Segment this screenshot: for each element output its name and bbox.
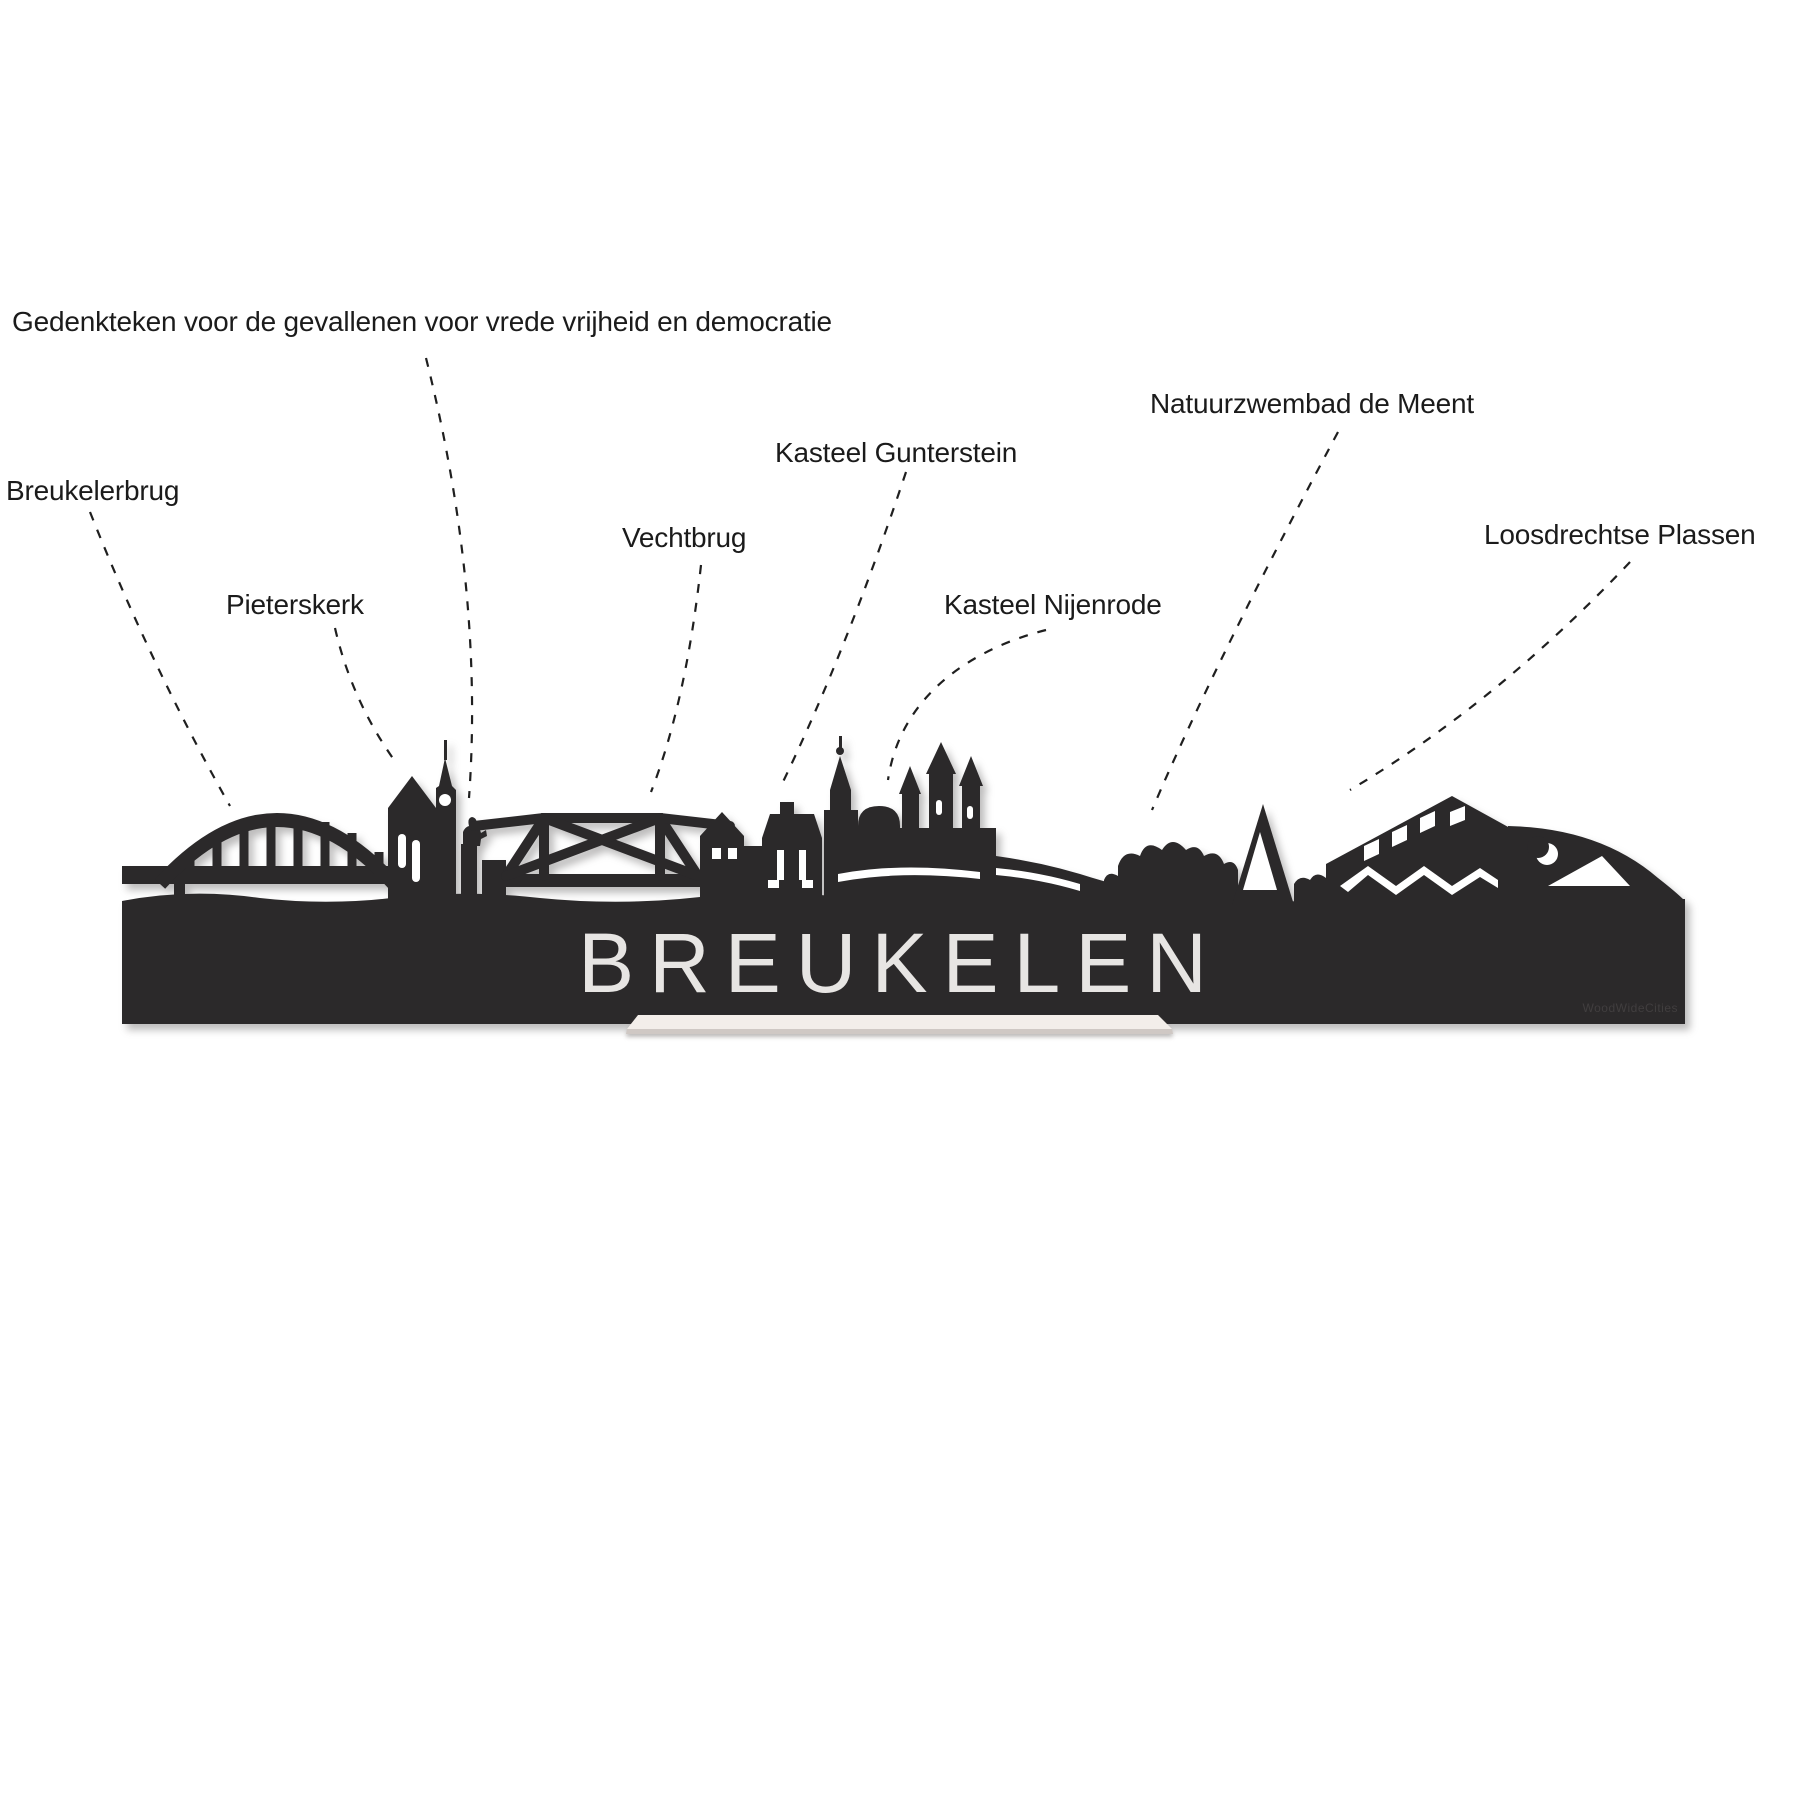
city-name-cutout: BREUKELEN — [578, 916, 1222, 1010]
castle-left-cone — [899, 766, 921, 794]
trees — [1104, 842, 1238, 905]
label-natuurzwembad: Natuurzwembad de Meent — [1150, 388, 1474, 419]
watertower-building — [762, 802, 822, 905]
arc-hook — [1527, 836, 1549, 858]
callout-line-vechtbrug — [651, 565, 701, 792]
clock-cutout — [439, 794, 451, 806]
callout-line-gunterstein — [781, 472, 906, 786]
callout-line-natuurzwembad — [1152, 432, 1338, 810]
label-loosdrechtse-plassen: Loosdrechtse Plassen — [1484, 519, 1756, 550]
watermark-text: WoodWideCities — [1582, 1001, 1678, 1015]
bridge-pier — [174, 884, 185, 900]
spire-needle — [839, 736, 842, 752]
castle-main-cone — [926, 742, 956, 774]
label-breukelerbrug: Breukelerbrug — [6, 475, 180, 506]
callout-line-breukelerbrug — [90, 512, 230, 806]
church-spike — [444, 740, 447, 760]
callout-line-loosdrechtse — [1350, 562, 1630, 790]
spire-tower — [824, 756, 858, 905]
label-gedenkteken: Gedenkteken voor de gevallenen voor vrede vrijheid en democratie — [12, 306, 832, 337]
label-pieterskerk: Pieterskerk — [226, 589, 364, 620]
callout-line-nijenrode — [888, 630, 1046, 780]
castle-left-turret — [902, 792, 919, 836]
castle-right-cone — [959, 756, 983, 786]
skyline-silhouette — [122, 736, 1685, 1024]
domed-building — [858, 806, 900, 905]
truss-frame — [474, 818, 730, 876]
church-pieterskerk — [388, 776, 436, 905]
callout-line-pieterskerk — [335, 628, 397, 764]
callout-line-gedenkteken — [426, 358, 472, 798]
truss-deck — [494, 874, 706, 887]
label-vechtbrug: Vechtbrug — [622, 522, 747, 553]
church-spire — [436, 758, 456, 905]
bushes — [1294, 874, 1326, 905]
label-kasteel-nijenrode: Kasteel Nijenrode — [944, 589, 1162, 620]
boathouse — [1326, 796, 1510, 905]
statue-pillar — [461, 844, 477, 905]
label-kasteel-gunterstein: Kasteel Gunterstein — [775, 437, 1018, 468]
display-stand — [626, 1015, 1173, 1034]
castle-body — [898, 828, 996, 905]
callout-lines — [90, 358, 1630, 810]
